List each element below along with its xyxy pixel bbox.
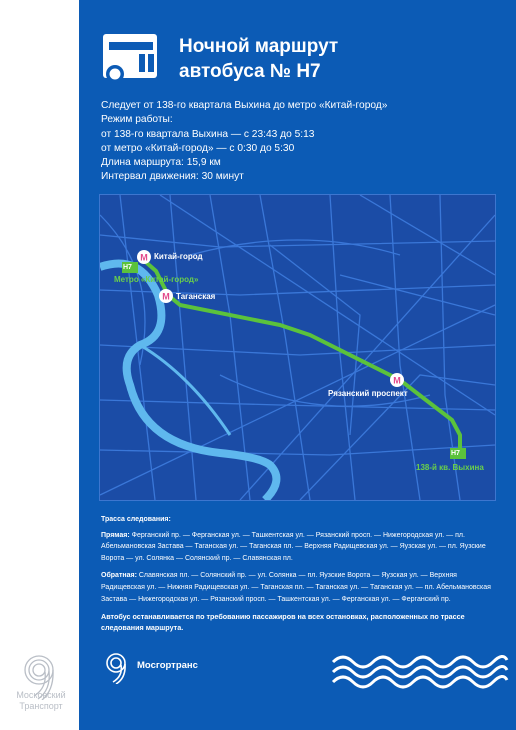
route-badge-start-label: Н7 (123, 264, 132, 271)
bus-icon (101, 28, 159, 88)
street-grid (100, 195, 495, 500)
mosgortrans-logo (101, 650, 131, 684)
svg-text:M: M (140, 252, 148, 263)
station-label-taganskaya: Таганская (176, 292, 216, 301)
title-line-1: Ночной маршрут (179, 36, 339, 57)
svg-text:M: M (162, 291, 170, 302)
svg-text:M: M (393, 375, 401, 386)
brand-line-1: Московский (16, 690, 66, 700)
route-back-label: Обратная: (101, 572, 137, 580)
station-label-ryazansky: Рязанский проспект (328, 389, 408, 398)
stop-label-kitay-gorod: Метро «Китай-город» (114, 275, 199, 284)
route-heading: Трасса следования: (101, 516, 171, 523)
metro-marker-taganskaya (159, 289, 173, 303)
route-forward-text: Ферганский пр. — Ферганская ул. — Ташкентская ул. — Рязанский просп. — Нижегородская ул. — пл. Абельмановская Застава — Таганская ул. — Таганская пл. — Верхняя Радищевская ул. — Яузская ул. — пл. Яузские Ворота — ул. Солянка — Солянский пр. — Славянская пл. (101, 531, 486, 562)
stop-notice: Автобус останавливается по требованию пассажиров на всех остановках, расположенных по трассе следования маршрута. (101, 612, 465, 633)
route-forward-label: Прямая: (101, 531, 130, 539)
brand-line-2: Транспорт (19, 701, 63, 711)
info-line-2: Режим работы: (101, 114, 173, 126)
info-line-6: Интервал движения: 30 минут (101, 171, 244, 183)
moscow-transport-brand (3, 690, 79, 712)
route-badge-end-label: Н7 (451, 450, 460, 457)
route-description (101, 514, 501, 633)
route-forward (101, 530, 501, 565)
info-line-1: Следует от 138-го квартала Выхина до метро «Китай-город» (101, 100, 388, 111)
stop-label-vykhino: 138-й кв. Выхина (416, 463, 484, 472)
map-canvas (100, 195, 495, 500)
title-line-2: автобуса № Н7 (179, 61, 321, 82)
info-line-3: от 138-го квартала Выхина — с 23:43 до 5:13 (101, 128, 315, 140)
station-label-kitay-gorod: Китай-город (154, 252, 203, 261)
route-map (99, 194, 496, 501)
route-back (101, 570, 501, 605)
info-line-5: Длина маршрута: 15,9 км (101, 157, 221, 169)
route-info (101, 99, 501, 185)
route-back-text: Славянская пл. — Солянский пр. — ул. Солянка — пл. Яузские Ворота — Яузская ул. — Верхняя Радищевская ул. — Нижняя Радищевская ул. — Таганская пл. — Таганская ул. — Таганская ул. — пл. Абельмановская Застава — Нижегородская ул. — Рязанский просп. — Ташкентская ул. — Ферганская ул. — Ферганский пр. (101, 572, 491, 603)
page-title (179, 34, 499, 84)
info-line-4: от метро «Китай-город» — с 0:30 до 5:30 (101, 142, 295, 154)
metro-marker-ryazansky (390, 373, 404, 387)
mosgortrans-brand: Мосгортранс (137, 660, 198, 671)
route-poster (79, 0, 516, 730)
metro-marker-kitay-gorod (137, 250, 151, 264)
wave-ornament (331, 650, 509, 695)
